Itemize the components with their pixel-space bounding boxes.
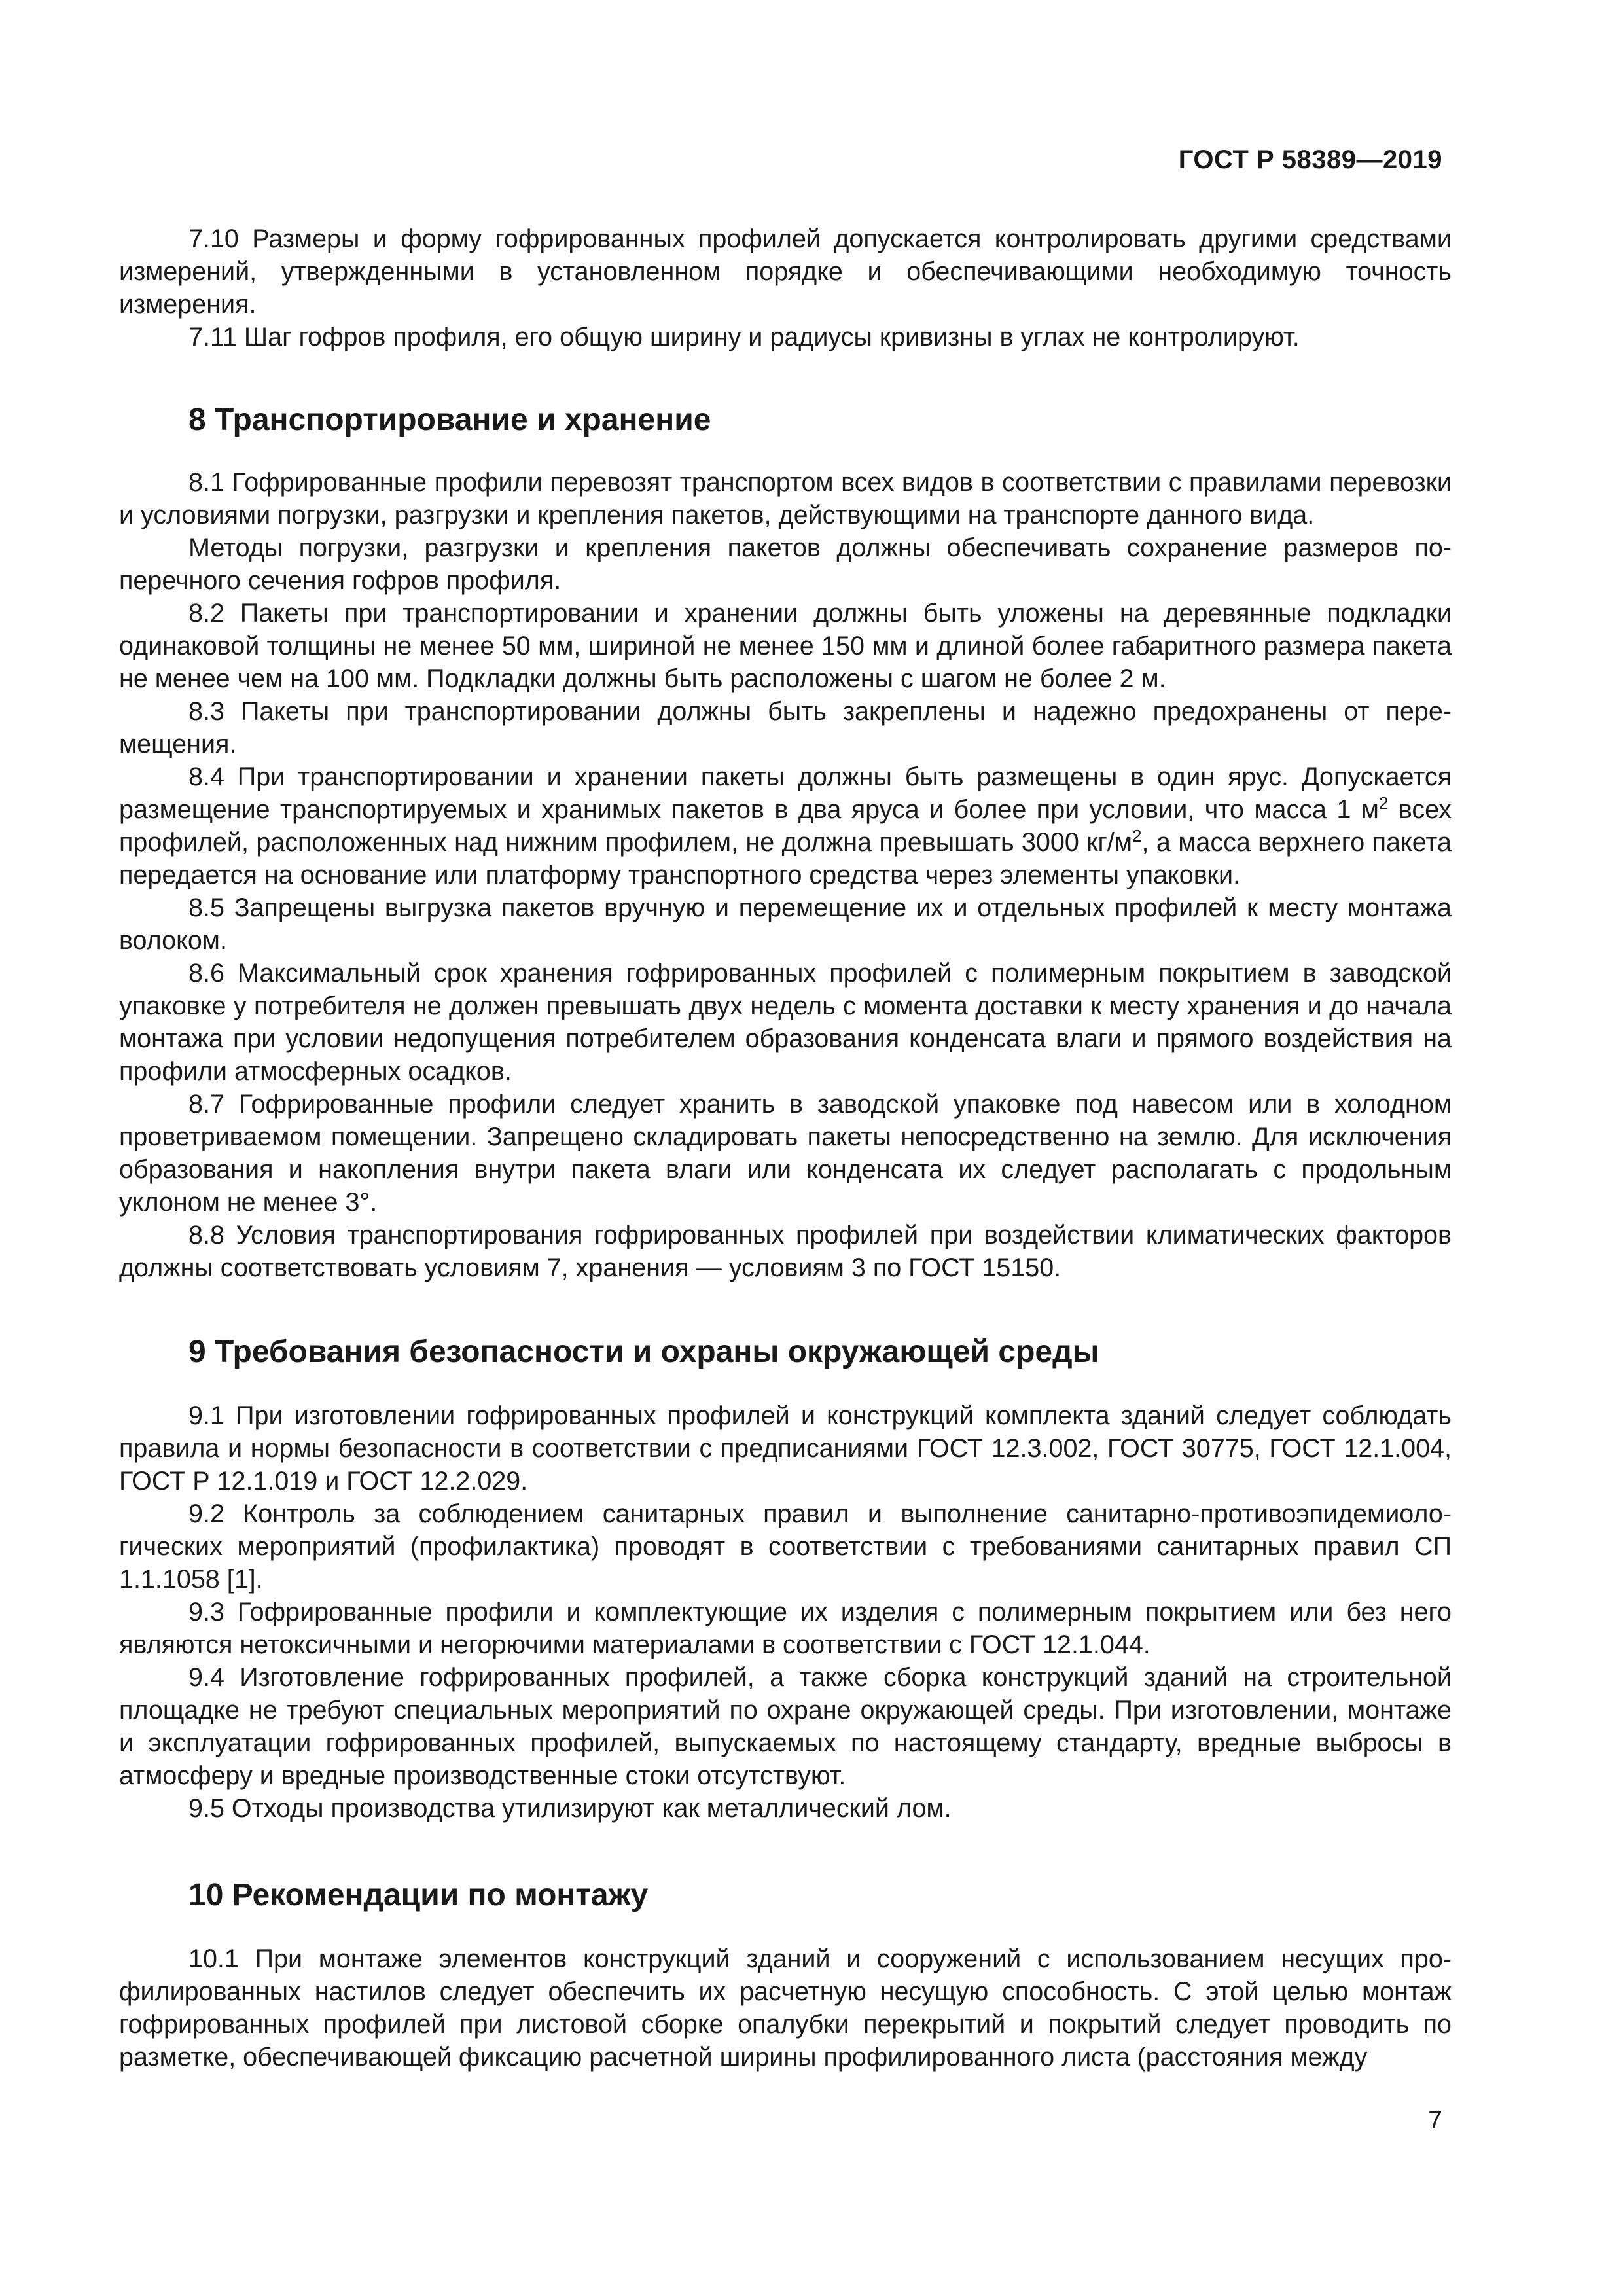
paragraph-9-3: 9.3 Гофрированные профили и комплектующие их изделия с полимерным покрытием или без него являются нетоксичными и негорючими материалами в соответствии с ГОСТ 12.1.044. [119,1598,1452,1659]
page-number: 7 [1428,2106,1442,2134]
section-9-heading: 9 Требования безопасности и охраны окружающей среды [188,1335,1099,1369]
paragraph-8-3: 8.3 Пакеты при транспортировании должны быть закреплены и надежно предохранены от перемещения. [119,697,1452,759]
paragraph-8-1-methods: Методы погрузки, разгрузки и крепления пакетов должны обеспечивать сохранение размеров поперечного сечения гофров профиля. [119,533,1452,595]
paragraph-8-2: 8.2 Пакеты при транспортировании и хранении должны быть уложены на деревянные подкладки одинаковой толщины не менее 50 мм, шириной не менее 150 мм и длиной более габаритного размера пакета не менее чем на 100 мм. Подкладки должны быть расположены с шагом не более 2 м. [119,599,1452,693]
paragraph-7-11: 7.11 Шаг гофров профиля, его общую ширину и радиусы кривизны в углах не контролируют. [188,323,1300,351]
superscript-square: 2 [1132,826,1142,846]
section-8-heading: 8 Транспортирование и хранение [188,403,711,437]
paragraph-9-2: 9.2 Контроль за соблюдением санитарных правил и выполнение санитарно-противоэпидемиологических мероприятий (профилактика) проводят в соответствии с требованиями санитарных правил СП 1.1.1058 [1]. [119,1499,1452,1594]
paragraph-8-1: 8.1 Гофрированные профили перевозят транспортом всех видов в соответствии с правилами перевозки и условиями погрузки, разгрузки и крепления пакетов, действующими на транспорте данного вида. [119,468,1452,529]
paragraph-9-4: 9.4 Изготовление гофрированных профилей, а также сборка конструкций зданий на строительной площадке не требуют специальных мероприятий по охране окружающей среды. При изготовлении, монтаже и эксплуатации гофрированных профилей, выпускаемых по настоящему стандарту, вредные выбросы в атмосферу и вредные производственные стоки отсутствуют. [119,1663,1452,1790]
paragraph-8-8: 8.8 Условия транспортирования гофрированных профилей при воздействии климатических факторов должны соответствовать условиям 7, хранения — условиям 3 по ГОСТ 15150. [119,1221,1452,1282]
superscript-square: 2 [1378,793,1389,813]
paragraph-8-6: 8.6 Максимальный срок хранения гофрированных профилей с полимерным покрытием в заводской упаковке у потребителя не должен превышать двух недель с момента доставки к месту хранения и до начала монтажа при условии недопущения потребителем образования конденсата влаги и прямого воздействия на профили атмосферных осадков. [119,959,1452,1086]
paragraph-8-4-part-c: , а масса верхнего пакета передается на основание или платформу транспортного средства через элементы упаковки. [119,828,1452,889]
paragraph-8-5: 8.5 Запрещены выгрузка пакетов вручную и перемещение их и отдельных профилей к месту монтажа волоком. [119,893,1452,955]
paragraph-9-5: 9.5 Отходы производства утилизируют как металлический лом. [188,1794,952,1823]
page-body [119,223,1452,2073]
document-code-header: ГОСТ Р 58389—2019 [1178,145,1442,174]
paragraph-8-4-part-b: всех профилей, расположенных над нижним профилем, не должна превышать 3000 кг/м [119,795,1452,857]
paragraph-9-1: 9.1 При изготовлении гофрированных профилей и конструкций комплекта зданий следует соблюдать правила и нормы безопасности в соответствии с предписаниями ГОСТ 12.3.002, ГОСТ 30775, ГОСТ 12.1.004, ГОСТ Р 12.1.019 и ГОСТ 12.2.029. [119,1401,1452,1496]
paragraph-7-10: 7.10 Размеры и форму гофрированных профилей допускается контролировать другими средствами измерений, утвержденными в установленном порядке и обеспечивающими необходимую точность измерения. [119,224,1452,319]
paragraph-8-4-part-a: 8.4 При транспортировании и хранении пакеты должны быть размещены в один ярус. Допускается размещение транспортируемых и хранимых пакетов в два яруса и более при условии, что масса 1 м [119,762,1452,824]
paragraph-10-1: 10.1 При монтаже элементов конструкций зданий и сооружений с использованием несущих профилированных настилов следует обеспечить их расчетную несущую способность. С этой целью монтаж гофрированных профилей при листовой сборке опалубки перекрытий и покрытий следует проводить по разметке, обеспечивающей фиксацию расчетной ширины профилированного листа (расстояния между [119,1945,1452,2072]
paragraph-8-4 [119,761,1452,891]
paragraph-8-7: 8.7 Гофрированные профили следует хранить в заводской упаковке под навесом или в холодном проветриваемом помещении. Запрещено складировать пакеты непосредственно на землю. Для исключения образования и накопления внутри пакета влаги или конденсата их следует располагать с продольным уклоном не менее 3°. [119,1090,1452,1217]
section-10-heading: 10 Рекомендации по монтажу [188,1878,649,1912]
